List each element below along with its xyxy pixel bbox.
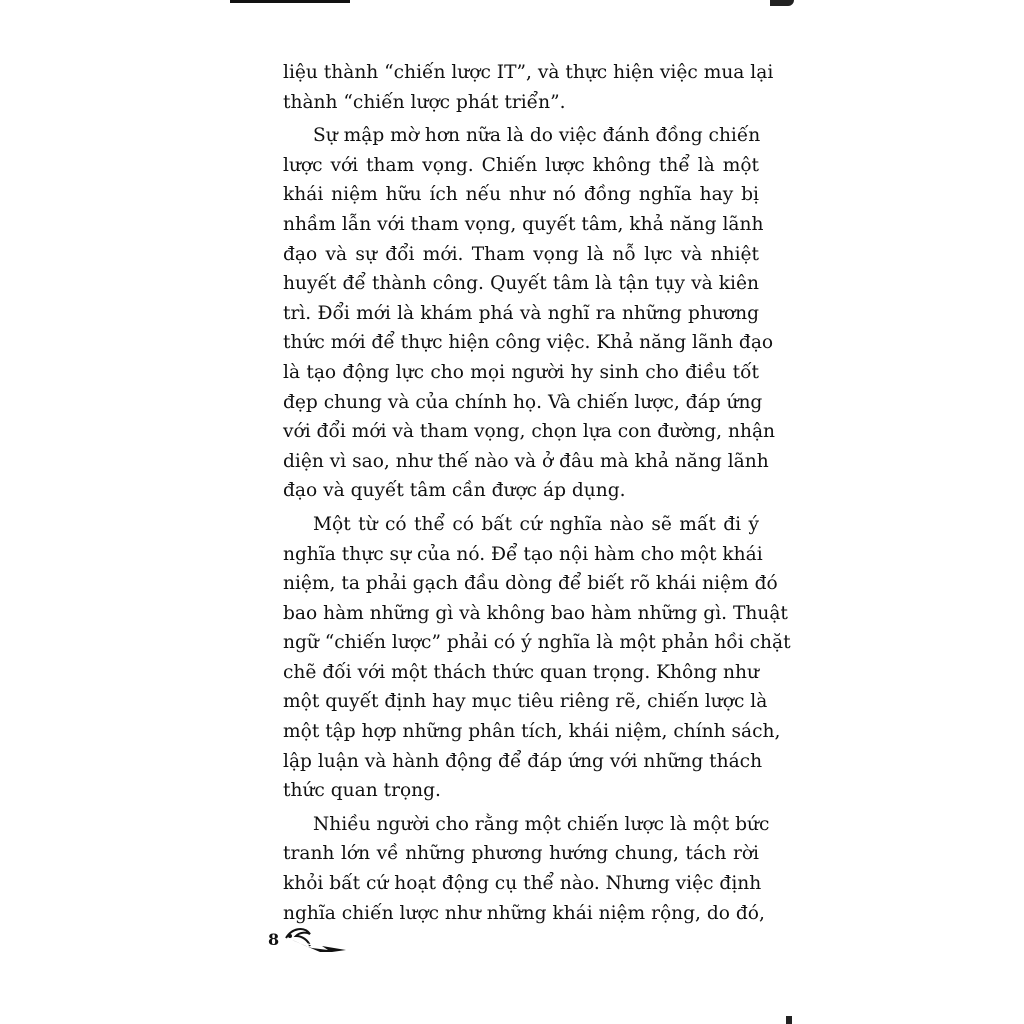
paragraph [283,58,774,117]
text-line: nhầm lẫn với tham vọng, quyết tâm, khả năng lãnh [283,213,764,235]
text-line: nghĩa chiến lược như những khái niệm rộng, do đó, [283,902,765,924]
text-line: đạo và quyết tâm cần được áp dụng. [283,480,626,502]
text-line: huyết để thành công. Quyết tâm là tận tụy và kiên [283,273,759,295]
quill-ornament-icon [282,924,348,960]
text-line: một quyết định hay mục tiêu riêng rẽ, chiến lược là [283,691,768,713]
text-line: tranh lớn về những phương hướng chung, tách rời [283,843,759,865]
page-number: 8 [268,930,280,949]
text-line: diện vì sao, như thế nào và ở đâu mà khả năng lãnh [283,450,769,472]
text-line: lược với tham vọng. Chiến lược không thể là một [283,154,759,176]
text-line: đẹp chung và của chính họ. Và chiến lược, đáp ứng [283,391,763,413]
text-line: với đổi mới và tham vọng, chọn lựa con đường, nhận [283,421,776,443]
text-line: niệm, ta phải gạch đầu dòng để biết rõ khái niệm đó [283,573,778,595]
text-line: là tạo động lực cho mọi người hy sinh cho điều tốt [283,361,759,383]
text-line: trì. Đổi mới là khám phá và nghĩ ra những phương [283,302,759,324]
text-line: thành “chiến lược phát triển”. [283,91,566,113]
text-line: một tập hợp những phân tích, khái niệm, chính sách, [283,721,781,743]
text-line: khái niệm hữu ích nếu như nó đồng nghĩa hay bị [283,184,759,206]
body-text [283,58,791,928]
text-line: thức quan trọng. [283,780,441,802]
paragraph [283,121,776,506]
text-line: chẽ đối với một thách thức quan trọng. Không như [283,661,759,683]
text-line: thức mới để thực hiện công việc. Khả năng lãnh đạo [283,332,774,354]
bottom-corner-mark [786,1016,792,1024]
text-line: Một từ có thể có bất cứ nghĩa nào sẽ mất đi ý [313,513,759,535]
text-line: đạo và sự đổi mới. Tham vọng là nỗ lực và nhiệt [283,243,759,265]
top-corner-mark [770,0,794,6]
text-line: Sự mập mờ hơn nữa là do việc đánh đồng chiến [313,125,761,147]
text-line: nghĩa thực sự của nó. Để tạo nội hàm cho một khái [283,543,763,565]
page-footer [268,924,348,964]
top-rule-divider [230,0,350,3]
text-line: khỏi bất cứ hoạt động cụ thể nào. Nhưng việc định [283,873,762,895]
text-line: ngữ “chiến lược” phải có ý nghĩa là một phản hồi chặt [283,632,791,654]
text-line: Nhiều người cho rằng một chiến lược là một bức [313,813,770,835]
text-line: bao hàm những gì và không bao hàm những gì. Thuật [283,602,788,624]
paragraph [283,510,791,806]
text-line: lập luận và hành động để đáp ứng với những thách [283,750,763,772]
text-line: liệu thành “chiến lược IT”, và thực hiện việc mua lại [283,62,774,83]
paragraph [283,810,770,928]
